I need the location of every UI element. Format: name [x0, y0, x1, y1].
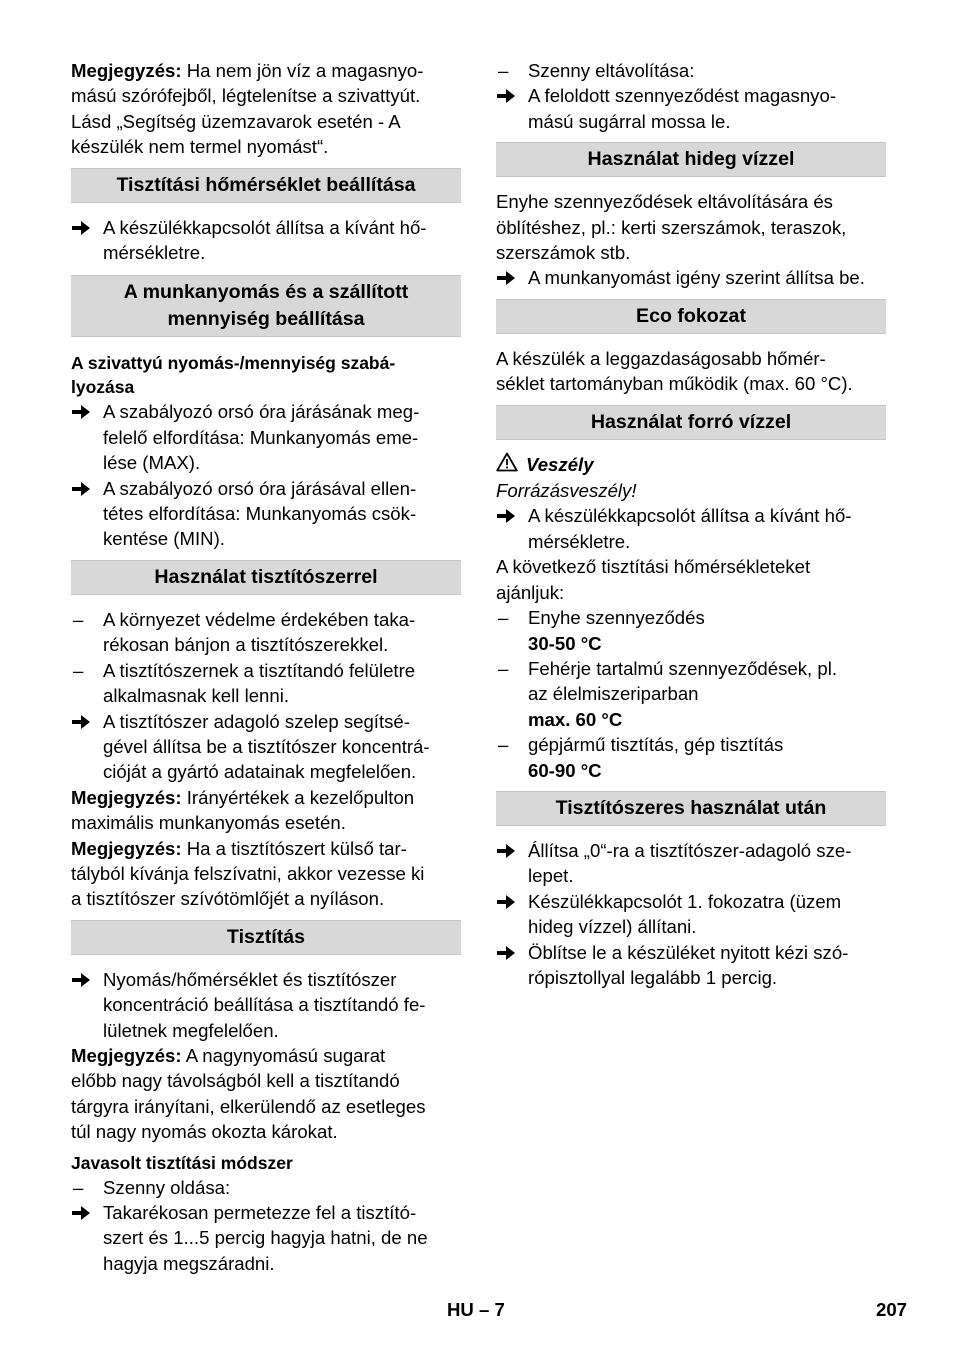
arrow-right-icon — [71, 215, 95, 236]
dash-marker: – — [73, 659, 84, 681]
dash-item: – Fehérje tartalmú szennyeződések, pl. az élelmiszeriparban — [498, 657, 838, 705]
arrow-right-icon — [496, 83, 520, 104]
heading-cleaning-temperature: Tisztítási hőmérséklet beállítása — [71, 168, 461, 203]
warning-text: Forrázásveszély! — [496, 480, 637, 502]
heading-cleaning: Tisztítás — [71, 920, 461, 955]
subheading-pump-regulation: A szivattyú nyomás-/mennyiség szabá- lyozása — [71, 353, 396, 398]
arrow-right-icon — [496, 889, 520, 910]
heading-hot-water: Használat forró vízzel — [496, 405, 886, 440]
heading-after-detergent: Tisztítószeres használat után — [496, 791, 886, 826]
left-column — [71, 58, 461, 1276]
dash-marker: – — [73, 608, 84, 630]
step-spray-detergent: Takarékosan permetezze fel a tisztító- szert és 1...5 percig hagyja hatni, de ne hagyja megszáradni. — [71, 1200, 461, 1276]
arrow-right-icon — [496, 940, 520, 961]
dash-marker: – — [498, 60, 509, 81]
dash-item: – A környezet védelme érdekében taka- rékosan bánjon a tisztítószerekkel. — [73, 608, 416, 656]
temp-value-2: max. 60 °C — [528, 708, 623, 730]
dash-marker: – — [73, 1176, 84, 1198]
step-set-detergent: A tisztítószer adagoló szelep segítsé- gével állítsa be a tisztítószer koncentrá- cióját a gyártó adatainak megfelelően. — [71, 709, 461, 785]
eco-text: A készülék a leggazdaságosabb hőmér- séklet tartományban működik (max. 60 °C). — [496, 347, 853, 395]
arrow-right-icon — [71, 967, 95, 988]
heading-eco-mode: Eco fokozat — [496, 299, 886, 334]
step-increase-pressure: A szabályozó orsó óra járásának meg- felelő elfordítása: Munkanyomás eme- lése (MAX). — [71, 399, 461, 475]
dash-item: – Enyhe szennyeződés — [496, 605, 886, 630]
subheading-recommended-method: Javasolt tisztítási módszer — [71, 1152, 293, 1173]
step-decrease-pressure: A szabályozó orsó óra járásával ellen- tétes elfordítása: Munkanyomás csök- kentése (MIN). — [71, 476, 461, 552]
step-set-pressure-temp: Nyomás/hőmérséklet és tisztítószer koncentráció beállítása a tisztítandó fe- lületnek megfelelően. — [71, 967, 461, 1043]
warning-triangle-icon — [496, 452, 518, 478]
temp-value-1: 30-50 °C — [528, 632, 602, 654]
heading-detergent-use: Használat tisztítószerrel — [71, 560, 461, 595]
arrow-right-icon — [496, 265, 520, 286]
note-1: Megjegyzés: Ha nem jön víz a magasnyo- mású szórófejből, légtelenítse a szivattyút. Lásd „Segítség üzemzavarok esetén - A készülék nem termel nyomást“. — [71, 60, 424, 158]
note-4: Megjegyzés: A nagynyomású sugarat előbb nagy távolságból kell a tisztítandó tárgyra irányítani, elkerülendő az esetleges túl nagy nyomás okozta károkat. — [71, 1044, 426, 1143]
step-switch-level-1: Készülékkapcsolót 1. fokozatra (üzem hideg vízzel) állítani. — [496, 889, 886, 940]
arrow-right-icon — [71, 1200, 95, 1221]
arrow-right-icon — [71, 399, 95, 420]
dash-item: – Szenny eltávolítása: — [496, 58, 886, 83]
heading-pressure-volume: A munkanyomás és a szállított mennyiség beállítása — [71, 275, 461, 337]
note-3: Megjegyzés: Ha a tisztítószert külső tar- tályból kívánja felszívatni, akkor vezesse ki a tisztítószer szívótömlőjét a nyíláson. — [71, 837, 425, 910]
step-set-pressure: A munkanyomást igény szerint állítsa be. — [496, 265, 886, 290]
step-set-switch-temp: A készülékkapcsolót állítsa a kívánt hő- mérsékletre. — [71, 215, 461, 266]
heading-cold-water: Használat hideg vízzel — [496, 142, 886, 177]
footer-language-page: HU – 7 — [447, 1299, 505, 1320]
arrow-right-icon — [71, 709, 95, 730]
temp-value-3: 60-90 °C — [528, 759, 602, 781]
step-close-detergent-valve: Állítsa „0“-ra a tisztítószer-adagoló sze- lepet. — [496, 838, 886, 889]
dash-item: – gépjármű tisztítás, gép tisztítás — [496, 732, 886, 757]
recommended-temps-text: A következő tisztítási hőmérsékleteket ajánljuk: — [496, 556, 811, 603]
arrow-right-icon — [496, 838, 520, 859]
step-rinse-dirt: A feloldott szennyeződést magasnyo- mású sugárral mossa le. — [496, 83, 886, 134]
danger-warning: Veszély — [496, 452, 886, 478]
arrow-right-icon — [71, 476, 95, 497]
arrow-right-icon — [496, 503, 520, 524]
step-rinse-device: Öblítse le a készüléket nyitott kézi szó- rópisztollyal legalább 1 percig. — [496, 940, 886, 991]
dash-marker: – — [498, 607, 509, 629]
dash-marker: – — [498, 657, 509, 679]
page-number: 207 — [876, 1299, 908, 1320]
right-column — [496, 58, 886, 990]
dash-item: – A tisztítószernek a tisztítandó felületre alkalmasnak kell lenni. — [73, 659, 416, 707]
dash-item: – Szenny oldása: — [71, 1175, 461, 1200]
cold-water-text: Enyhe szennyeződések eltávolítására és öblítéshez, pl.: kerti szerszámok, teraszok, szerszámok stb. — [496, 191, 847, 264]
dash-marker: – — [498, 734, 509, 756]
step-set-switch-temp-hot: A készülékkapcsolót állítsa a kívánt hő- mérsékletre. — [496, 503, 886, 554]
note-2: Megjegyzés: Irányértékek a kezelőpulton maximális munkanyomás esetén. — [71, 786, 415, 834]
